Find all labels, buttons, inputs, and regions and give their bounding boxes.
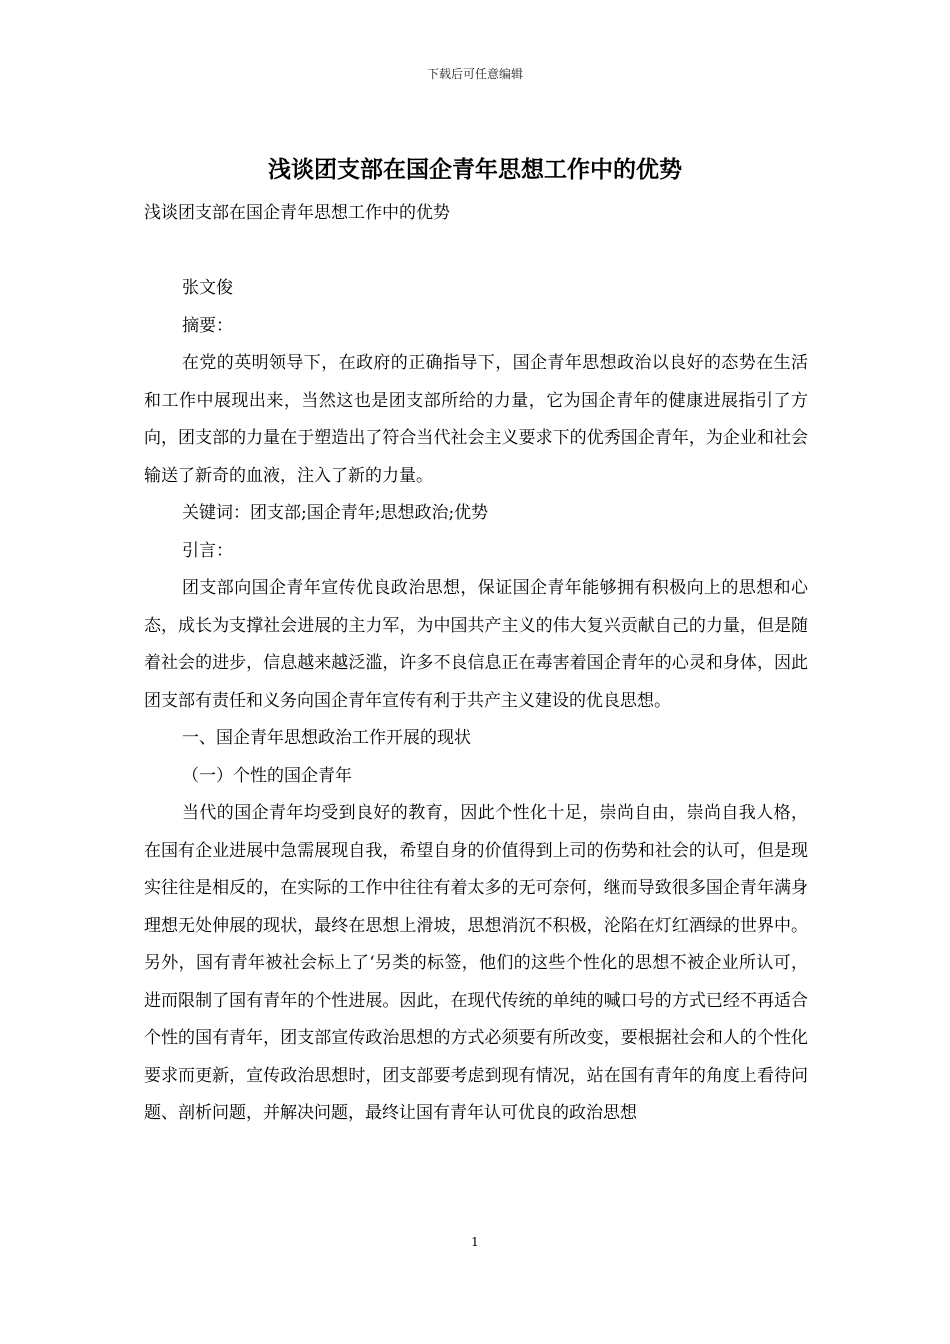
intro-label: 引言： <box>182 540 233 561</box>
header-note: 下载后可任意编辑 <box>426 67 523 81</box>
document-title: 浅谈团支部在国企青年思想工作中的优势 <box>268 156 682 183</box>
intro-paragraph: 团支部向国企青年宣传优良政治思想，保证国企青年能够拥有积极向上的思想和心态，成长为支撑社会进展的主力军，为中国共产主义的伟大复兴贡献自己的力量，但是随着社会的进步，信息越来越泛滥，许多不良信息正在毒害着国企青年的心灵和身体，因此团支部有责任和义务向国企青年宣传有利于共产主义建设的优良思想。 <box>144 578 808 711</box>
document-body <box>144 195 808 1133</box>
abstract-paragraph: 在党的英明领导下，在政府的正确指导下，国企青年思想政治以良好的态势在生活和工作中展现出来，当然这也是团支部所给的力量，它为国企青年的健康进展指引了方向，团支部的力量在于塑造出了符合当代社会主义要求下的优秀国企青年，为企业和社会输送了新奇的血液，注入了新的力量。 <box>144 353 808 486</box>
document-subtitle: 浅谈团支部在国企青年思想工作中的优势 <box>144 203 450 223</box>
page-number: 1 <box>471 1235 479 1249</box>
author-name: 张文俊 <box>182 278 233 298</box>
blank-line <box>144 233 808 271</box>
section-heading: 一、国企青年思想政治工作开展的现状 <box>182 728 471 748</box>
keywords-line: 关键词：团支部;国企青年;思想政治;优势 <box>182 503 489 523</box>
abstract-label: 摘要： <box>182 315 233 336</box>
subsection-paragraph: 当代的国企青年均受到良好的教育，因此个性化十足，崇尚自由，崇尚自我人格，在国有企业进展中急需展现自我，希望自身的价值得到上司的伤势和社会的认可，但是现实往往是相反的，在实际的工作中往往有着太多的无可奈何，继而导致很多国企青年满身理想无处伸展的现状，最终在思想上滑坡，思想消沉不积极，沦陷在灯红酒绿的世界中。另外，国有青年被社会标上了‘另类的标签，他们的这些个性化的思想不被企业所认可，进而限制了国有青年的个性进展。因此，在现代传统的单纯的喊口号的方式已经不再适合个性的国有青年，团支部宣传政治思想的方式必须要有所改变，要根据社会和人的个性化要求而更新，宣传政治思想时，团支部要考虑到现有情况，站在国有青年的角度上看待问题、剖析问题，并解决问题，最终让国有青年认可优良的政治思想 <box>144 803 808 1123</box>
subsection-heading: （一）个性的国企青年 <box>182 765 352 786</box>
